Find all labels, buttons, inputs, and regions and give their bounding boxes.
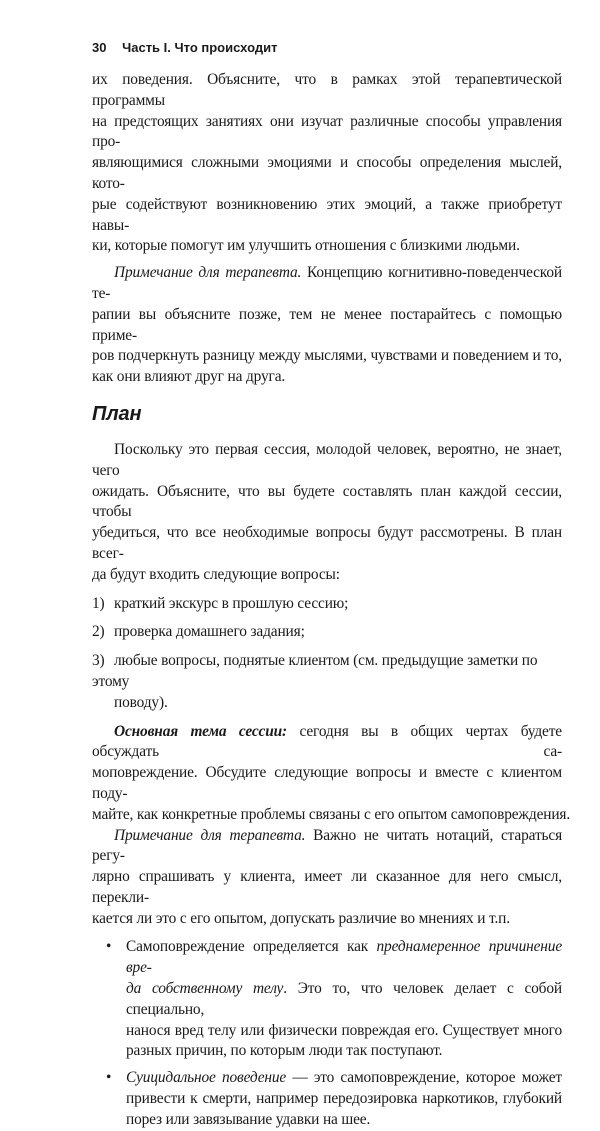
section-heading: План — [92, 402, 142, 425]
main-topic-label: Основная тема сессии: — [114, 722, 287, 740]
list-item-continuation: поводу). — [114, 693, 168, 711]
text-line: как они влияют друг на друга. — [92, 368, 286, 386]
text-line: моповреждение. Обсудите следующие вопросы и вместе с клиентом поду- — [92, 764, 562, 802]
paragraph-5 — [92, 826, 562, 930]
text-line: привести к смерти, например передозировка наркотиков, глубокий — [126, 1090, 562, 1108]
text-run: Концепцию когнитивно-поведенческой те- — [92, 264, 562, 302]
spacer — [92, 614, 562, 622]
bullet-item — [92, 937, 562, 1062]
list-number: 1) — [92, 594, 105, 612]
emphasis: Суицидальное поведение — [126, 1069, 287, 1087]
paragraph-3 — [92, 440, 562, 586]
running-title: Часть I. Что происходит — [122, 40, 278, 55]
text-line: ожидать. Объясните, что вы будете составлять план каждой сессии, чтобы — [92, 482, 562, 521]
text-line — [126, 937, 562, 979]
text-line: их поведения. Объясните, что в рамках этой терапевтической программы — [92, 71, 562, 109]
text-line: лярно спрашивать у клиента, имеет ли сказанное для него смысл, перекли- — [92, 868, 562, 906]
paragraph-4 — [92, 722, 571, 826]
text-line: ки, которые помогут им улучшить отношения с близкими людьми. — [92, 237, 520, 255]
numbered-list — [92, 594, 562, 714]
bullet-icon: • — [106, 1069, 112, 1087]
bullet-icon: • — [106, 938, 112, 956]
spacer — [92, 929, 562, 937]
text-line: разных причин, по которым люди так поступают. — [126, 1042, 443, 1060]
text-line: рые содействуют возникновению этих эмоций, а также приобретут навы- — [92, 195, 562, 234]
text-line — [92, 826, 562, 868]
running-header — [92, 40, 562, 55]
list-number: 3) — [92, 652, 105, 670]
spacer — [92, 586, 562, 594]
paragraph-1 — [92, 70, 562, 257]
text-line: да будут входить следующие вопросы: — [92, 565, 340, 583]
emphasis: преднамеренное причинение вре- — [126, 938, 562, 977]
text-line: убедиться, что все необходимые вопросы будут рассмотрены. В план всег- — [92, 524, 562, 562]
list-item-text: проверка домашнего задания; — [114, 623, 305, 641]
spacer — [92, 643, 562, 651]
paragraph-2 — [92, 263, 562, 388]
text-run: сегодня вы в общих чертах будете обсуждать са- — [92, 722, 562, 761]
emphasis: да собственному телу — [126, 980, 284, 998]
bullet-item — [92, 1068, 562, 1130]
list-item-text: краткий экскурс в прошлую сессию; — [114, 594, 349, 612]
text-line: являющимися сложными эмоциями и способы определения мыслей, кото- — [92, 154, 562, 192]
text-run: Самоповреждение определяется как — [126, 938, 377, 956]
text-line — [126, 1068, 562, 1089]
list-item — [92, 594, 562, 615]
spacer — [92, 714, 562, 722]
list-item-text: любые вопросы, поднятые клиентом (см. предыдущие заметки по этому — [92, 652, 538, 690]
text-run: Важно не читать нотаций, стараться регу- — [92, 826, 562, 865]
text-line: кается ли это с его опытом, допускать различие во мнениях и т.п. — [92, 909, 510, 927]
bullet-list — [92, 937, 562, 1130]
page-body — [92, 70, 571, 1131]
therapist-note-label: Примечание для терапевта. — [114, 264, 302, 282]
text-run: — это самоповреждение, которое может — [286, 1069, 562, 1087]
list-item — [92, 622, 562, 643]
text-run: . Это то, что человек делает с собой специально, — [126, 980, 562, 1018]
therapist-note-label: Примечание для терапевта. — [114, 826, 306, 844]
text-line: порез или завязывание удавки на шее. — [126, 1110, 371, 1128]
list-item — [92, 651, 562, 693]
text-line: майте, как конкретные проблемы связаны с его опытом самоповреждения. — [92, 805, 571, 823]
text-line — [92, 722, 562, 764]
text-line: на предстоящих занятиях они изучат различные способы управления про- — [92, 112, 562, 151]
text-line: нанося вред телу или физически повреждая его. Существует много — [126, 1021, 562, 1039]
text-line — [92, 263, 562, 305]
text-line: ров подчеркнуть разницу между мыслями, чувствами и поведением и то, — [92, 347, 562, 365]
text-line: рапии вы объясните позже, тем не менее постарайтесь с помощью приме- — [92, 305, 562, 344]
text-line: Поскольку это первая сессия, молодой человек, вероятно, не знает, чего — [92, 440, 562, 479]
page-number: 30 — [92, 40, 107, 55]
list-number: 2) — [92, 623, 105, 641]
text-line — [126, 979, 562, 1021]
